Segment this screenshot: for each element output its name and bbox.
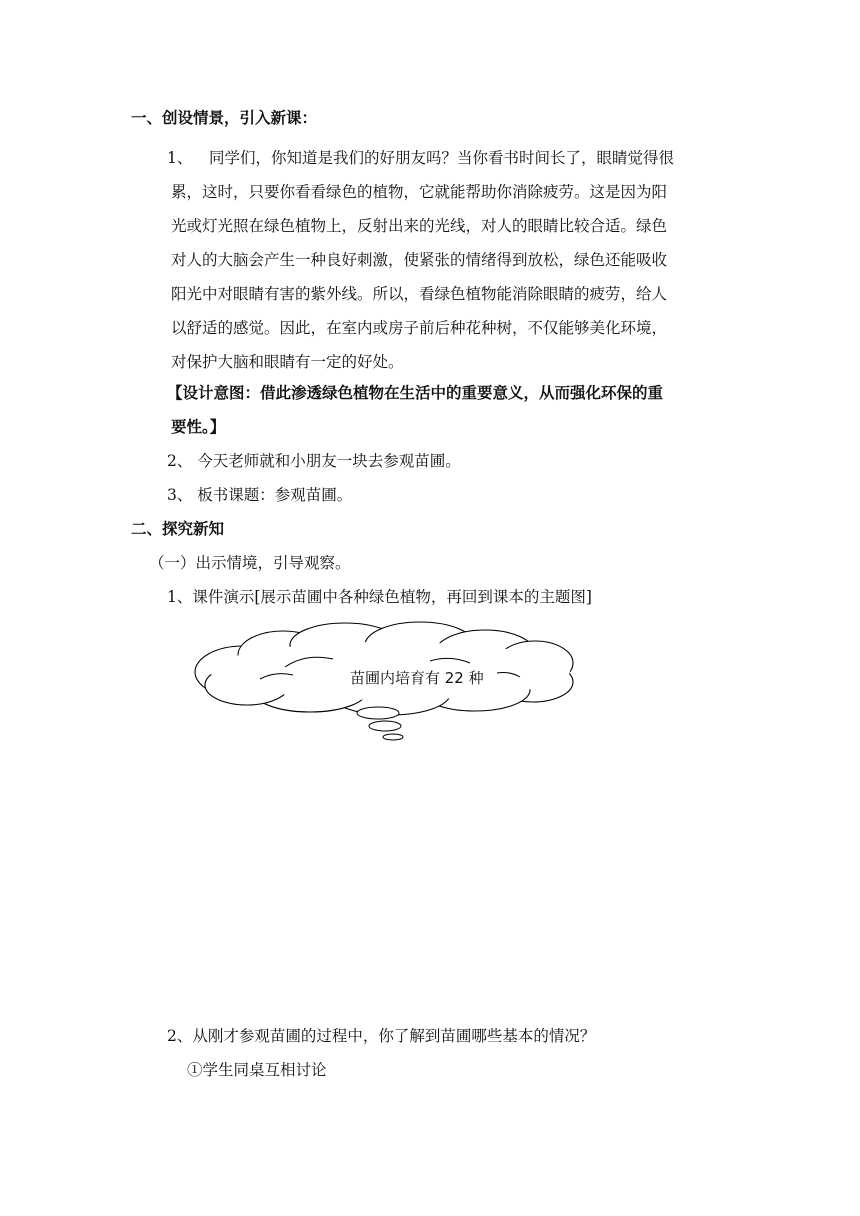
design-intent — [167, 376, 727, 444]
paragraph-line: 累，这时，只要你看看绿色的植物，它就能帮助你消除疲劳。这是因为阳 — [171, 183, 668, 201]
cloud-text: 苗圃内培育有 22 种 — [350, 669, 484, 687]
paragraph-line: 阳光中对眼睛有害的紫外线。所以，看绿色植物能消除眼睛的疲劳，给人 — [171, 285, 668, 303]
paragraph-line: 对人的大脑会产生一种良好刺激，使紧张的情绪得到放松，绿色还能吸收 — [171, 251, 668, 269]
section-heading-1: 一、创设情景，引入新课： — [131, 108, 318, 127]
list-item-courseware: 1、课件演示[展示苗圃中各种绿色植物，再回到课本的主题图] — [167, 588, 592, 606]
list-item-2: 2、 今天老师就和小朋友一块去参观苗圃。 — [167, 452, 461, 470]
paragraph-line: 同学们，你知道是我们的好朋友吗？当你看书时间长了，眼睛觉得很 — [209, 149, 675, 167]
list-item-question: 2、从刚才参观苗圃的过程中，你了解到苗圃哪些基本的情况？ — [167, 1027, 596, 1045]
paragraph-item-1 — [171, 141, 731, 379]
paragraph-line: 以舒适的感觉。因此，在室内或房子前后种花种树，不仅能够美化环境， — [171, 319, 668, 337]
section-heading-2: 二、探究新知 — [131, 519, 225, 538]
subsection-heading: （一）出示情境，引导观察。 — [149, 554, 351, 572]
list-item-discussion: ①学生同桌互相讨论 — [187, 1061, 327, 1079]
paragraph-line: 对保护大脑和眼睛有一定的好处。 — [171, 353, 404, 371]
paragraph-line: 光或灯光照在绿色植物上，反射出来的光线，对人的眼睛比较合适。绿色 — [171, 217, 668, 235]
item-number-1: 1、 — [167, 149, 193, 167]
list-item-3: 3、 板书课题：参观苗圃。 — [167, 486, 353, 504]
design-intent-line: 要性。】 — [171, 417, 226, 436]
design-intent-line: 【设计意图：借此渗透绿色植物在生活中的重要意义，从而强化环保的重 — [167, 383, 664, 402]
cloud-callout — [185, 615, 585, 745]
